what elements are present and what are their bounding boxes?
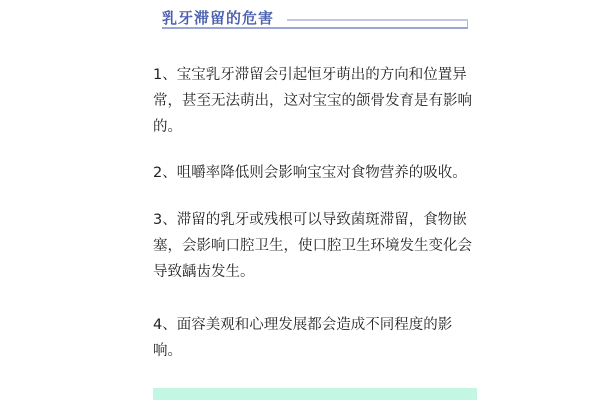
text-line: 3、滞留的乳牙或残根可以导致菌斑滞留，食物嵌 bbox=[153, 212, 467, 228]
title-underline bbox=[162, 27, 468, 29]
text-line: 常，甚至无法萌出，这对宝宝的颌骨发育是有影响 bbox=[153, 93, 472, 109]
text-line: 塞，会影响口腔卫生，使口腔卫生环境发生变化会 bbox=[153, 238, 472, 254]
text-line: 的。 bbox=[153, 119, 182, 135]
text-line: 响。 bbox=[153, 343, 182, 359]
paragraph-1 bbox=[153, 62, 472, 140]
next-section-box bbox=[153, 388, 477, 400]
text-line: 导致龋齿发生。 bbox=[153, 264, 255, 280]
text-line: 1、宝宝乳牙滞留会引起恒牙萌出的方向和位置异 bbox=[153, 67, 467, 83]
text-line: 2、咀嚼率降低则会影响宝宝对食物营养的吸收。 bbox=[153, 165, 467, 181]
paragraph-2 bbox=[153, 160, 467, 186]
paragraph-3 bbox=[153, 207, 472, 285]
section-title: 乳牙滞留的危害 bbox=[162, 9, 275, 27]
text-line: 4、面容美观和心理发展都会造成不同程度的影 bbox=[153, 317, 453, 333]
paragraph-4 bbox=[153, 312, 452, 364]
